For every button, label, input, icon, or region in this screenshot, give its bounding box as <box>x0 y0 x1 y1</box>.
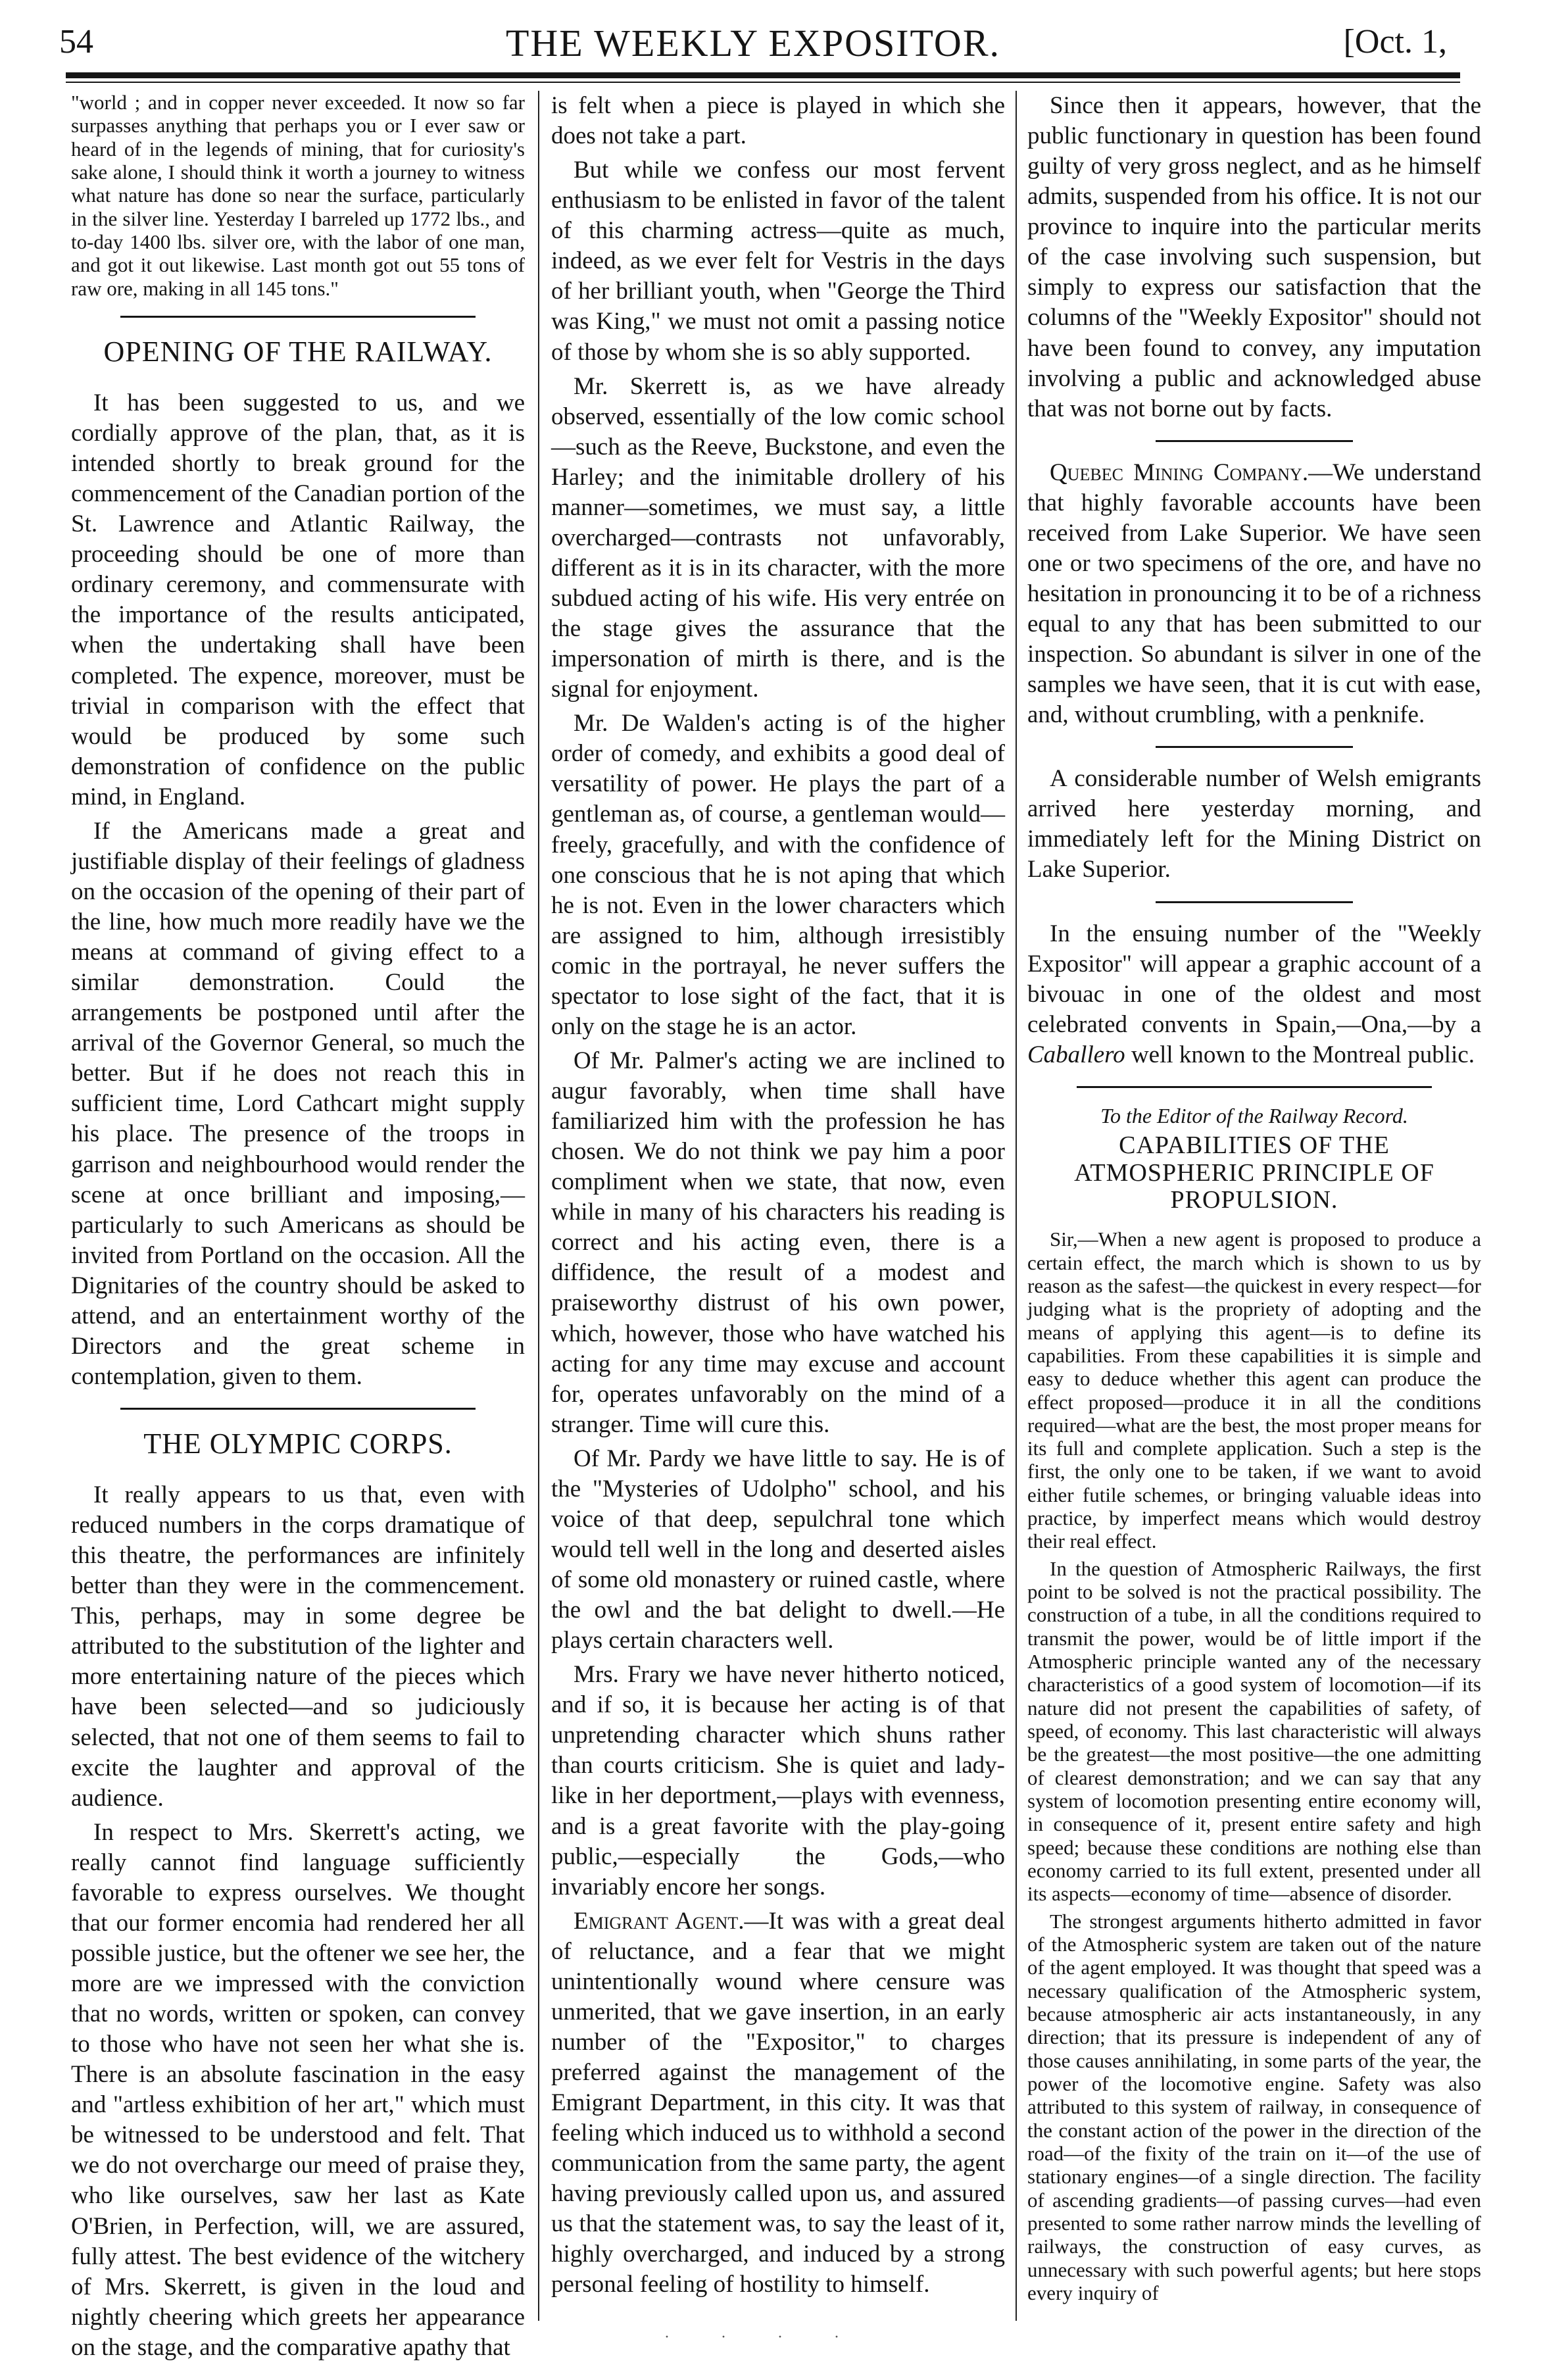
olympic-paragraph: Of Mr. Pardy we have little to say. He is of the "Mysteries of Udolpho" school, and his voice of that deep, sepulchral tone which would tell well in the long and deserted aisles of some old monastery or ruined castle, where the owl and the bat delight to dwell.—He plays certain characters well. <box>551 1445 1005 1654</box>
railway-paragraph: It has been suggested to us, and we cordially approve of the plan, that, as it is intended shortly to break ground for the commencement of the Canadian portion of the St. Lawrence and Atlantic Railway, the proceeding should be one of more than ordinary ceremony, and commensurate with the importance of the results anticipated, when the undertaking shall have been completed. The expence, moreover, must be trivial in comparison with the effect that would be produced by some such demonstration of confidence on the public mind, in England. <box>71 389 525 810</box>
letter-dedication: To the Editor of the Railway Record. <box>1100 1103 1408 1128</box>
section-separator <box>1156 746 1353 748</box>
section-separator <box>120 1408 476 1410</box>
upcoming-notice: In the ensuing number of the "Weekly Expositor" will appear a graphic account of a bivouac in one of the oldest and most celebrated convents in Spain,—Ona,—by a Caballero well known to the Montreal public. <box>1027 920 1481 1068</box>
section-separator <box>120 316 476 318</box>
column-2 <box>551 91 1005 2304</box>
article-heading-atmospheric: CAPABILITIES OF THE ATMOSPHERIC PRINCIPLE OF PROPULSION. <box>1074 1131 1434 1214</box>
emigrant-agent-text: —It was with a great deal of reluctance, and a fear that we might unintentionally wound where censure was unmerited, that we gave insertion, in an early number of the "Expositor," to charges preferred against the management of the Emigrant Department, in this city. It was that feeling which induced us to withhold a second communication from the same party, the agent having previously called upon us, and assured us that the statement was, to say the least of it, highly overcharged, and induced by a strong personal feeling of hostility to himself. <box>551 1907 1005 2298</box>
article-heading-railway: OPENING OF THE RAILWAY. <box>103 335 493 368</box>
quebec-mining-text: —We understand that highly favorable accounts have been received from Lake Superior. We have seen one or two specimens of the ore, and have no hesitation in pronouncing it to be of a richness equal to any that has been submitted to our inspection. So abundant is silver in one of the samples we have seen, that it is cut with ease, and, without crumbling, with a penknife. <box>1027 459 1482 729</box>
olympic-paragraph: Mrs. Frary we have never hitherto noticed, and if so, it is because her acting is of that unpretending character which shuns rather than courts criticism. She is quiet and lady-like in her deportment,—plays with evenness, and is a great favorite with the play-going public,—especially the Gods,—who invariably encore her songs. <box>551 1661 1005 1900</box>
print-marks: · · · · <box>664 2329 863 2346</box>
emigrant-agent-item <box>551 1906 1005 2300</box>
letter-paragraph: The strongest arguments hitherto admitted in favor of the Atmospheric system are taken out of the nature of the agent employed. It was thought that speed was a necessary qualification of the Atmospheric system, because atmospheric air acts instantaneously, in any direction; that its pressure is independent of any of those causes annihilating, in some parts of the year, the power of the locomotive engine. Safety was also attributed to this system of railway, in consequence of the constant action of the power in the direction of the road—of the fixity of the train on it—of the use of stationary engines—of a single direction. The facility of ascending gradients—of passing curves—had even presented to some rather narrow minds the levelling of railways, the construction of easy curves, as unnecessary with such powerful agents; but here stops every inquiry of <box>1027 1909 1481 2304</box>
masthead-rule-thick <box>66 72 1460 78</box>
issue-date: [Oct. 1, <box>1343 23 1447 61</box>
section-separator <box>1077 1086 1432 1088</box>
olympic-paragraph: Mr. De Walden's acting is of the higher order of comedy, and exhibits a good deal of versatility of power. He plays the part of a gentleman as, of course, a gentleman would—freely, gracefully, and with the confidence of one conscious that he is not aping that which he is not. Even in the lower characters which are assigned to him, although irresistibly comic in the portrayal, he never suffers the spectator to lose sight of the fact, that it is only on the stage he is an actor. <box>551 710 1005 1040</box>
railway-paragraph: If the Americans made a great and justifiable display of their feelings of gladness on the occasion of the opening of their part of the line, how much more readily have we the means at command of giving effect to a similar demonstration. Could the arrangements be postponed until after the arrival of the Governor General, so much the better. But if he does not reach this in sufficient time, Lord Cathcart might supply his place. The presence of the troops in garrison and neighbourhood would render the scene at once brilliant and imposing,—particularly to such Americans as should be invited from Portland on the occasion. All the Dignitaries of the country should be asked to attend, and an entertainment worthy of the Directors and the great scheme in contemplation, given to them. <box>71 817 525 1390</box>
quebec-mining-label: Quebec Mining Company. <box>1050 459 1309 486</box>
olympic-paragraph: In respect to Mrs. Skerrett's acting, we really cannot find language sufficiently favorable to express ourselves. We thought that our former encomia had rendered her all possible justice, but the oftener we see her, the more are we impressed with the conviction that no words, written or spoken, can convey to those who have not seen her what she is. There is an absolute fascination in the easy and "artless exhibition of her art," which must be witnessed to be understood and felt. That we do not overcharge our meed of praise they, who like ourselves, saw her last as Kate O'Brien, in Perfection, will, we are assured, fully attest. The best evidence of the witchery of Mrs. Skerrett, is given in the loud and nightly cheering which greets her appearance on the stage, and the comparative apathy that <box>71 1818 525 2361</box>
letter-paragraph: Sir,—When a new agent is proposed to produce a certain effect, the march which is shown to us by reason as the safest—the quickest in every respect—for judging what is the propriety of adopting and the means of applying this agent—is to define its capabilities. From these capabilities it is simple and easy to deduce whether this agent can produce the effect proposed—produce it in all the conditions required—what are the best, the most proper means for its full and complete application. Such a step is the first, the only one to be taken, if we want to avoid either futile schemes, or bringing valuable ideas into practice, by imperfect means which would destroy their real effect. <box>1027 1227 1481 1553</box>
quebec-mining-item <box>1027 458 1481 731</box>
masthead-rule-thin <box>66 82 1460 83</box>
emigrant-agent-label: Emigrant Agent. <box>574 1907 745 1935</box>
column-divider <box>538 91 539 2321</box>
olympic-paragraph: It really appears to us that, even with reduced numbers in the corps dramatique of this theatre, the performances are infinitely better than they were in the commencement. This, perhaps, may in some degree be attributed to the substitution of the lighter and more entertaining nature of the pieces which have been selected—and so judiciously selected, that not one of them seems to fail to excite the laughter and approval of the audience. <box>71 1481 525 1812</box>
newspaper-title: THE WEEKLY EXPOSITOR. <box>505 22 1001 64</box>
olympic-paragraph: Of Mr. Palmer's acting we are inclined to augur favorably, when time shall have familiarized him with the profession he has chosen. We do not think we pay him a poor compliment when we state, that now, even while in many of his characters his reading is correct and his acting even, there is a diffidence, the result of a modest and praiseworthy distrust of his own power, which, however, those who have watched his acting for any time may excuse and account for, operates unfavorably on the mind of a stranger. Time will cure this. <box>551 1047 1005 1438</box>
article-heading-olympic: THE OLYMPIC CORPS. <box>143 1427 453 1460</box>
welsh-emigrants-item: A considerable number of Welsh emigrants arrived here yesterday morning, and immediately left for the Mining District on Lake Superior. <box>1027 765 1481 883</box>
mining-letter-tail: "world ; and in copper never exceeded. It now so far surpasses anything that perhaps you or I ever saw or heard of in the legends of mining, that for curiosity's sake alone, I should think it worth a journey to witness what nature has done so near the surface, particularly in the silver line. Yesterday I barreled up 1772 lbs., and to-day 1400 lbs. silver ore, with the labor of one man, and got it out likewise. Last month got out 55 tons of raw ore, making in all 145 tons." <box>71 91 525 300</box>
olympic-paragraph: Mr. Skerrett is, as we have already observed, essentially of the low comic school—such as the Reeve, Buckstone, and even the Harley; and the inimitable drollery of his manner—sometimes, we must say, a little overcharged—contrasts not unfavorably, different as it is in its character, with the more subdued acting of his wife. His very entrée on the stage gives the assurance that the impersonation of mirth is there, and is the signal for enjoyment. <box>551 372 1005 703</box>
section-separator <box>1156 440 1353 442</box>
column-3 <box>1027 91 1481 2308</box>
olympic-paragraph: is felt when a piece is played in which she does not take a part. <box>551 92 1005 150</box>
emigrant-agent-continued: Since then it appears, however, that the public functionary in question has been found guilty of very gross neglect, and as he himself admits, suspended from his office. It is not our province to inquire into the particular merits of the case involving such suspension, but simply to express our satisfaction that the columns of the "Weekly Expositor" should not have been found to convey, any imputation involving a public and acknowledged abuse that was not borne out by facts. <box>1027 92 1481 422</box>
letter-paragraph: In the question of Atmospheric Railways, the first point to be solved is not the practical possibility. The construction of a tube, in all the conditions required to transmit the power, would be of little import if the Atmospheric principle wanted any of the necessary characteristics of a good system of locomotion—if its nature did not present the capabilities of safety, of speed, of economy. This last characteristic will always be the greatest—the most positive—the one admitting of clearest demonstration; and we can say that any system of locomotion presenting entire economy will, in consequence of it, present entire safety and high speed; because these conditions are nothing else than economy carried to its full extent, presented under all its aspects—economy of time—absence of disorder. <box>1027 1556 1481 1906</box>
masthead <box>46 13 1460 66</box>
page-number: 54 <box>59 23 93 61</box>
column-1 <box>71 91 525 2367</box>
column-divider <box>1016 91 1017 2321</box>
olympic-paragraph: But while we confess our most fervent enthusiasm to be enlisted in favor of the talent of this charming actress—quite as much, indeed, as we ever felt for Vestris in the days of her brilliant youth, when "George the Third was King," we must not omit a passing notice of those by whom she is so ably supported. <box>551 157 1005 366</box>
section-separator <box>1156 901 1353 903</box>
